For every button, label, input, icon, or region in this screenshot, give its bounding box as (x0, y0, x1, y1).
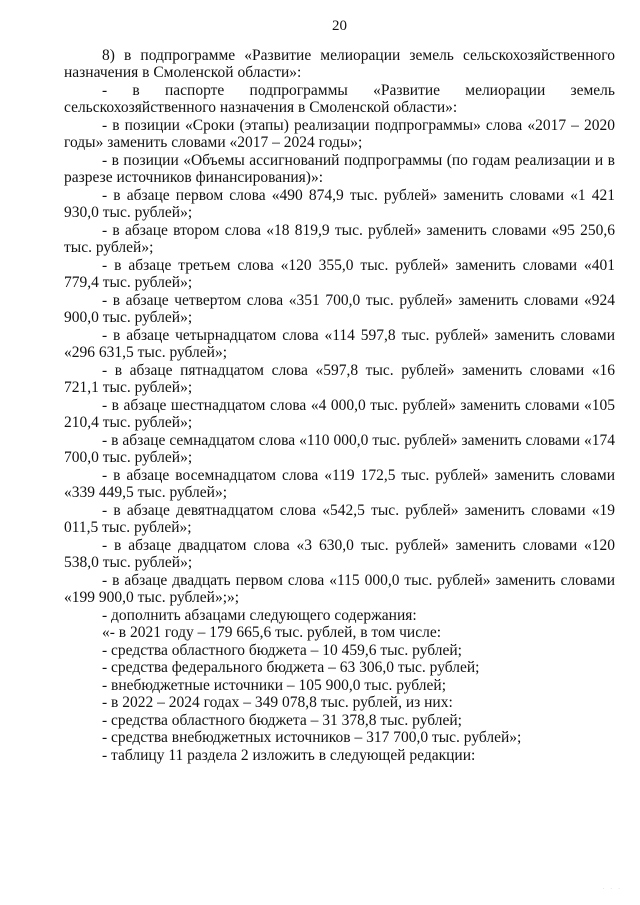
years-2022-2024-extrabudget: - средства внебюджетных источников – 317 700,0 тыс. рублей»; (102, 729, 522, 746)
paragraph-17-replace: - в абзаце семнадцатом слова «110 000,0 тыс. рублей» заменить словами «174 700,0 тыс. рублей»; (64, 431, 615, 466)
paragraph-19-replace: - в абзаце девятнадцатом слова «542,5 тыс. рублей» заменить словами «19 011,5 тыс. рублей»; (64, 501, 615, 536)
paragraph-18-replace: - в абзаце восемнадцатом слова «119 172,5 тыс. рублей» заменить словами «339 449,5 тыс. рублей»; (64, 466, 615, 501)
paragraph-16-replace: - в абзаце шестнадцатом слова «4 000,0 тыс. рублей» заменить словами «105 210,4 тыс. рублей»; (64, 396, 615, 431)
document-page (64, 18, 615, 764)
scan-marks: · · · (602, 886, 622, 893)
year-2021-extrabudget: - внебюджетные источники – 105 900,0 тыс. рублей; (102, 676, 447, 694)
paragraph-4-replace: - в абзаце четвертом слова «351 700,0 тыс. рублей» заменить словами «924 900,0 тыс. рублей»; (64, 291, 615, 326)
table-11-instruction: - таблицу 11 раздела 2 изложить в следующей редакции: (102, 746, 476, 764)
item-8-subprogram: 8) в подпрограмме «Развитие мелиорации земель сельскохозяйственного назначения в Смоленской области»: (64, 46, 615, 81)
years-2022-2024-regional: - средства областного бюджета – 31 378,8 тыс. рублей; (102, 711, 462, 729)
add-paragraphs: - дополнить абзацами следующего содержания: (102, 606, 417, 624)
year-2021-regional: - средства областного бюджета – 10 459,6 тыс. рублей; (102, 641, 462, 659)
paragraph-14-replace: - в абзаце четырнадцатом слова «114 597,8 тыс. рублей» заменить словами «296 631,5 тыс. рублей»; (64, 326, 615, 361)
paragraph-3-replace: - в абзаце третьем слова «120 355,0 тыс. рублей» заменить словами «401 779,4 тыс. рублей»; (64, 256, 615, 291)
paragraph-21-replace: - в абзаце двадцать первом слова «115 000,0 тыс. рублей» заменить словами «199 900,0 тыс. рублей»;»; (64, 571, 615, 606)
passport-line-1: - в паспорте подпрограммы «Развитие мелиорации земель (102, 81, 615, 99)
year-2021-total: «- в 2021 году – 179 665,6 тыс. рублей, в том числе: (102, 624, 442, 641)
page-number: 20 (332, 18, 347, 34)
year-2021-federal: - средства федерального бюджета – 63 306,0 тыс. рублей; (102, 659, 480, 676)
years-2022-2024-total: - в 2022 – 2024 годах – 349 078,8 тыс. рублей, из них: (102, 694, 453, 711)
passport-line-2: сельскохозяйственного назначения в Смоленской области»: (64, 99, 458, 116)
paragraph-1-replace: - в абзаце первом слова «490 874,9 тыс. рублей» заменить словами «1 421 930,0 тыс. рублей»; (64, 186, 615, 221)
paragraph-15-replace: - в абзаце пятнадцатом слова «597,8 тыс. рублей» заменить словами «16 721,1 тыс. рублей»; (64, 361, 615, 396)
paragraph-20-replace: - в абзаце двадцатом слова «3 630,0 тыс. рублей» заменить словами «120 538,0 тыс. рублей»; (64, 536, 615, 571)
paragraph-2-replace: - в абзаце втором слова «18 819,9 тыс. рублей» заменить словами «95 250,6 тыс. рублей»; (64, 221, 615, 256)
terms-position: - в позиции «Сроки (этапы) реализации подпрограммы» слова «2017 – 2020 годы» заменить словами «2017 – 2024 годы»; (64, 116, 615, 151)
volumes-position: - в позиции «Объемы ассигнований подпрограммы (по годам реализации и в разрезе источников финансирования)»: (64, 151, 615, 186)
